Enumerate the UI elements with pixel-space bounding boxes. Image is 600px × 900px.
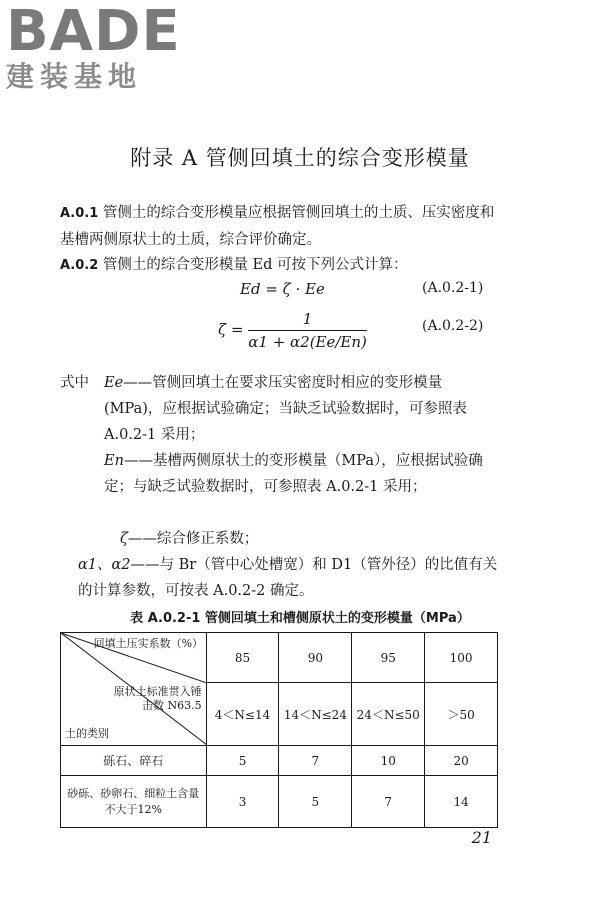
section-a01 [60, 200, 500, 253]
soil-type-cell: 砂砾、砂卵石、细粒土含量不大于12% [61, 776, 207, 828]
value-cell: 20 [425, 746, 498, 776]
table-caption: 表 A.0.2-1 管侧回填土和槽侧原状土的变形模量（MPa） [130, 611, 470, 626]
definition-text: 与 Br（管中心处槽宽）和 D1（管外径）的比值有关的计算参数，可按表 A.0.2-2 确定。 [78, 557, 498, 599]
logo [6, 0, 181, 93]
definition-symbol: Ee [104, 375, 124, 391]
value-cell: 5 [279, 776, 352, 828]
formula-2 [218, 310, 367, 351]
compaction-cell: 95 [352, 633, 425, 683]
table-row [61, 746, 498, 776]
section-text: 管侧土的综合变形模量 Ed 可按下列公式计算： [102, 257, 408, 273]
definition-symbol: α1、α2 [78, 557, 131, 573]
page-title: 附录 A 管侧回填土的综合变形模量 [130, 146, 470, 170]
spt-cell: 24＜N≤50 [352, 683, 425, 746]
formula-2-label: (A.0.2-2) [422, 318, 484, 334]
definition-ee: Ee——管侧回填土在要求压实密度时相应的变形模量(MPa)，应根据试验确定；当缺乏试验数据时，可参照表 A.0.2-1 采用； [104, 375, 467, 443]
spt-cell: 4＜N≤14 [206, 683, 279, 746]
definition-text: 综合修正系数； [156, 531, 259, 547]
section-number: A.0.1 [60, 206, 99, 221]
modulus-table [60, 632, 498, 828]
value-cell: 10 [352, 746, 425, 776]
formula-2-lhs: ζ = [218, 320, 244, 339]
spt-cell: ＞50 [425, 683, 498, 746]
definition-symbol: En [104, 453, 124, 469]
formula-2-numerator: 1 [248, 310, 367, 331]
page-number: 21 [471, 828, 492, 847]
spt-cell: 14＜N≤24 [279, 683, 352, 746]
header-soil-type: 土的类别 [65, 727, 109, 740]
table-diagonal-header [61, 633, 207, 746]
soil-type-cell: 砾石、碎石 [61, 746, 207, 776]
compaction-cell: 85 [206, 633, 279, 683]
table-row [61, 776, 498, 828]
where-label: 式中 [60, 375, 89, 391]
definition-symbol: ζ [120, 531, 128, 547]
formula-1-label: (A.0.2-1) [422, 280, 484, 296]
formula-2-denominator: α1 + α2(Ee/En) [248, 333, 367, 351]
section-text: 管侧土的综合变形模量应根据管侧回填土的土质、压实密度和基槽两侧原状土的土质，综合评价确定。 [60, 205, 495, 248]
value-cell: 14 [425, 776, 498, 828]
logo-subtitle: 建装基地 [6, 60, 143, 93]
logo-brand: BADE [6, 0, 181, 64]
formula-2-fraction [248, 310, 367, 351]
header-spt: 原状土标准贯入锤击数 N63.5 [113, 685, 202, 712]
formula-1: Ed = ζ · Ee [240, 280, 325, 298]
value-cell: 7 [279, 746, 352, 776]
compaction-cell: 100 [425, 633, 498, 683]
section-a02 [60, 252, 500, 279]
section-number: A.0.2 [60, 258, 99, 273]
value-cell: 3 [206, 776, 279, 828]
value-cell: 7 [352, 776, 425, 828]
definition-text: 管侧回填土在要求压实密度时相应的变形模量(MPa)，应根据试验确定；当缺乏试验数据时，可参照表 A.0.2-1 采用； [104, 375, 467, 443]
definition-alpha: α1、α2——与 Br（管中心处槽宽）和 D1（管外径）的比值有关的计算参数，可按表 A.0.2-2 确定。 [78, 557, 498, 599]
value-cell: 5 [206, 746, 279, 776]
definition-en: En——基槽两侧原状土的变形模量（MPa），应根据试验确定；与缺乏试验数据时，可参照表 A.0.2-1 采用； [104, 453, 483, 495]
definition-text: 基槽两侧原状土的变形模量（MPa），应根据试验确定；与缺乏试验数据时，可参照表 A.0.2-1 采用； [104, 453, 483, 495]
header-compaction: 回填土压实系数（%） [93, 637, 204, 650]
definition-zeta: ζ——综合修正系数； [120, 531, 259, 547]
compaction-cell: 90 [279, 633, 352, 683]
